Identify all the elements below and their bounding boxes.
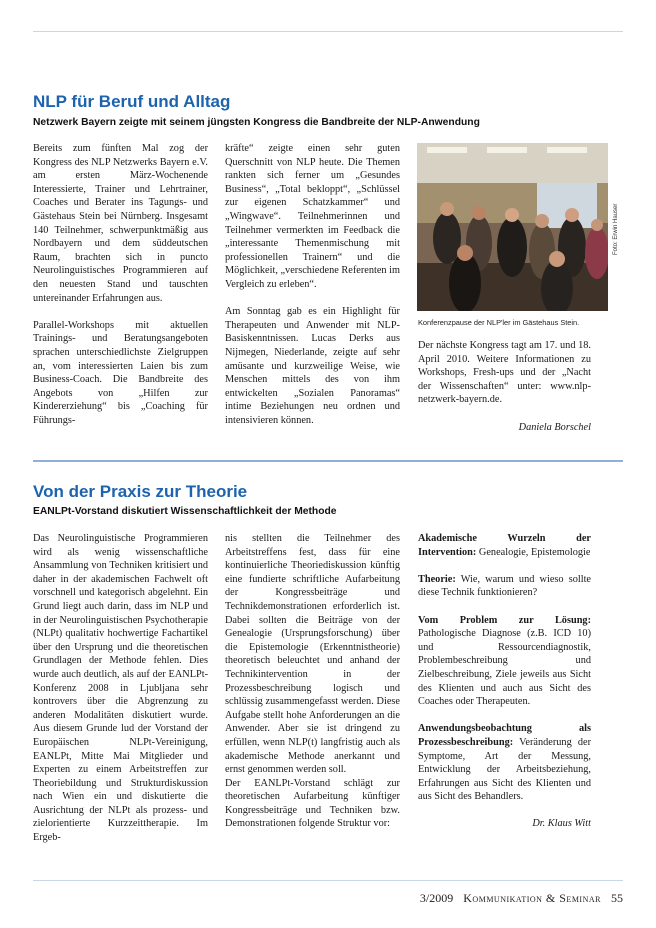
page-footer — [420, 891, 623, 906]
article1-author: Daniela Borschel — [518, 421, 591, 433]
article2-column-1 — [33, 532, 208, 845]
footer-rule — [33, 880, 623, 881]
structure-item-text: Pathologische Diagnose (z.B. ICD 10) und Ressourcendiagnostik, Problembeschreibung und Zielbeschreibung, Ziele jeweils aus Sicht des Klienten und auch aus Sicht des Coaches oder Therapeuten. — [418, 628, 591, 708]
structure-item-term: Akademische Wurzeln der Intervention: — [418, 533, 591, 558]
structure-item-text: Wie, warum und wieso sollte diese Technik funktionieren? — [418, 573, 591, 599]
article1-paragraph: kräfte“ zeigte einen sehr guten Querschnitt von NLP heute. Die Themen rankten sich ferner um „Gesundes Business“, „Total bekloppt“, „Schlüssel zur eigenen Schatzkammer“ und „Wingwave“. Teilnehmerinnen und Teilnehmer vermerkten im Feedback die „interessante Themenmischung mit professionellen Trainern“ und die Möglichkeit, „verschiedene Referenten im Vergleich zu erleben“. — [225, 143, 400, 290]
article2-paragraph: Das Neurolinguistische Programmieren wird als wenig wissenschaftliche Ansammlung von Techniken kritisiert und daher in der akademischen Fachwelt oft vorschnell und kategorisch abgelehnt. Ein Grund liegt auch darin, dass im NLP und in der Neurolinguistischen Psychotherapie (NLPt) qualitativ hochwertige Fachartikel über den Ursprung und die theoretischen Grundlagen der Methode fehlen. Dies wurde auch deutlich, als auf der EANLPt-Konferenz 2008 in Ljubljana sehr kontrovers über die Abgrenzung zu anderen Modalitäten diskutiert wurde. Aus diesem Grunde lud der Vorstand der Europäischen NLPt-Vereinigung, EANLPt, Mitte Mai Mitglieder und Experten zu einem Arbeitstreffen zur Theoriebildung und Strukturdiskussion nach Wien ein und diskutierte die Ausrichtung der NLPt als prozess- und zielorientierte Kurzzeittherapie. Im Ergeb- — [33, 533, 208, 844]
article2-title: Von der Praxis zur Theorie — [33, 482, 248, 501]
article2-column-3 — [418, 532, 591, 831]
journal-name: Kommunikation & Seminar — [463, 891, 601, 905]
section-divider — [33, 460, 623, 462]
article2-paragraph: Der EANLPt-Vorstand schlägt zur theoretischen Aufarbeitung künftiger Kongressbeiträge und Techniken bzw. Demonstrationen folgende Struktur vor: — [225, 777, 400, 830]
top-rule — [33, 31, 623, 32]
article2-author: Dr. Klaus Witt — [532, 818, 591, 830]
structure-item — [418, 573, 591, 600]
article2-subtitle: EANLPt-Vorstand diskutiert Wissenschaftlichkeit der Methode — [33, 506, 337, 517]
structure-item — [418, 722, 591, 804]
article1-column-3 — [418, 339, 591, 434]
article1-subtitle: Netzwerk Bayern zeigte mit seinem jüngsten Kongress die Bandbreite der NLP-Anwendung — [33, 117, 480, 128]
article2-column-2 — [225, 532, 400, 831]
article1-paragraph: Am Sonntag gab es ein Highlight für Therapeuten und Anwender mit NLP-Basiskenntnissen. Lucas Derks aus Nijmegen, Niederlande, zeigte auf sehr amüsante und kurzweilige Weise, wie Menschen mittels des von ihm entwickelten „Sozialen Panoramas“ intime Beziehungen neu ordnen und intensivieren können. — [225, 306, 400, 426]
structure-item — [418, 614, 591, 709]
article1-paragraph: Bereits zum fünften Mal zog der Kongress des NLP Netzwerks Bayern e.V. am ersten März-Wochenende Interessierte, Trainer und Lehrtrainer, Coaches und Berater ins Tagungs- und Gästehaus Stein bei Nürnberg. Insgesamt 140 Teilnehmer, schwerpunktmäßig aus Nordbayern und dem süddeutschen Raum, brachten sich in puncto Neurolinguistisches Programmieren auf den neuesten Stand und tauschten untereinander Erfahrungen aus. — [33, 143, 208, 304]
issue-number: 3/2009 — [419, 891, 454, 905]
structure-item-term: Anwendungsbeobachtung als Prozessbeschreibung: — [418, 723, 591, 748]
article1-paragraph: Parallel-Workshops mit aktuellen Trainings- und Beratungsangeboten sprachen unterschiedlichste Zielgruppen an, vom interessierten Laien bis zum Business-Coach. Die Bandbreite des Angebots von „Hilfen zur Kindererziehung“ bis „Coaching für Führungs- — [33, 319, 208, 426]
photo-credit: Foto: Erwin Hauser — [613, 203, 619, 255]
structure-item-term: Vom Problem zur Lösung: — [418, 614, 591, 626]
article1-title: NLP für Beruf und Alltag — [33, 92, 231, 111]
photo-caption: Konferenzpause der NLP'ler im Gästehaus Stein. — [418, 318, 580, 327]
page-number: 55 — [611, 891, 623, 905]
article1-paragraph: Der nächste Kongress tagt am 17. und 18. April 2010. Weitere Informationen zu Workshops, Fresh-ups und der „Nacht der Wissenschaften“ unter: www.nlp-netzwerk-bayern.de. — [418, 340, 591, 406]
structure-item-text: Veränderung der Symptome, Art der Messung, Entwicklung der Arbeitsbeziehung, Erfahrungen aus Sicht des Klienten und aus Sicht des Behandlers. — [418, 736, 591, 803]
conference-photo — [417, 143, 608, 311]
structure-item — [418, 532, 591, 559]
structure-item-text: Genealogie, Epistemologie — [478, 546, 591, 558]
structure-item-term: Theorie: — [418, 573, 456, 585]
article1-column-2 — [225, 142, 400, 427]
conference-photo-illustration — [417, 143, 608, 311]
article1-column-1 — [33, 142, 208, 427]
article2-paragraph: nis stellten die Teilnehmer des Arbeitstreffens fest, dass für eine kontinuierliche Theoriediskussion künftig eine fundierte schriftliche Aufarbeitung der Kongressbeiträge und Technikdemonstrationen erforderlich ist. Dabei sollten die Beiträge von der Genealogie (Ursprungsforschung) über die Epistemologie (Erkenntnistheorie) theoretisch beleuchtet und anhand der Technikintervention in der Prozessbeschreibung logisch und schlüssig zusammengefasst werden. Diese Aufgabe stellt hohe Anforderungen an die Anwender. Aber sie ist dringend zu erfüllen, wenn NLP(t) langfristig auch als akademische Methode anerkannt und ernst genommen werden soll. — [225, 533, 400, 776]
